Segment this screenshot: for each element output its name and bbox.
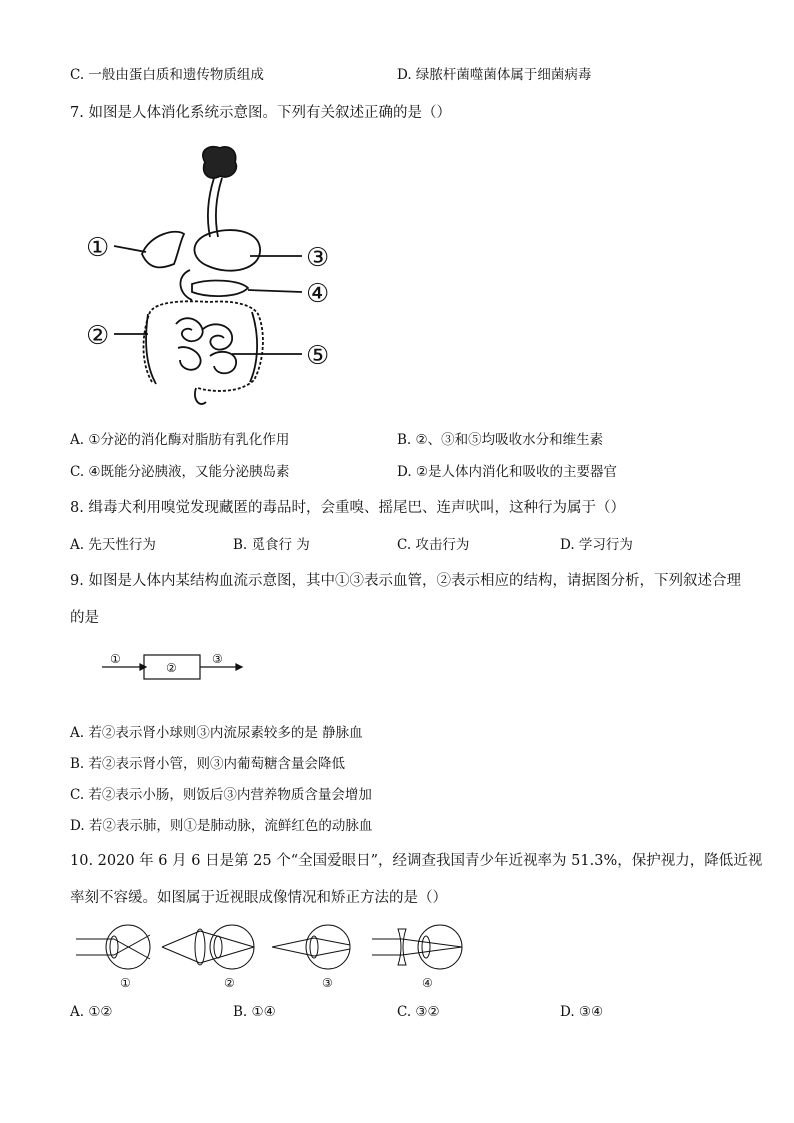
q9-option-b: B. 若②表示肾小管，则③内葡萄糖含量会降低 [70,756,346,772]
diagram-structure: ② [166,661,177,675]
q9-stem-line1: 9. 如图是人体内某结构血流示意图，其中①③表示血管，②表示相应的结构，请据图分析，下列叙述合理 [70,573,741,589]
q8-option-a: A. 先天性行为 [70,537,156,553]
q10-option-d: D. ③④ [560,1004,604,1020]
q7-option-d: D. ②是人体内消化和吸收的主要器官 [397,464,618,480]
q9-option-c: C. 若②表示小肠，则饭后③内营养物质含量会增加 [70,787,372,803]
figure-label-4: ④ [306,279,330,309]
q9-stem-line2: 的是 [70,610,99,626]
eye-diagrams [76,925,476,995]
q8-option-d: D. 学习行为 [560,537,633,553]
q8-stem: 8. 缉毒犬利用嗅觉发现藏匿的毒品时，会重嗅、摇尾巴、连声吠叫，这种行为属于（） [70,500,625,516]
q7-option-b: B. ②、③和⑤均吸收水分和维生素 [397,432,604,448]
figure-label-2: ② [86,321,110,351]
eye-label-4: ④ [422,976,433,990]
q10-option-b: B. ①④ [233,1004,276,1020]
q7-option-c: C. ④既能分泌胰液，又能分泌胰岛素 [70,464,290,480]
q7-stem: 7. 如图是人体消化系统示意图。下列有关叙述正确的是（） [70,105,451,121]
eye-label-1: ① [120,976,131,990]
q7-option-a: A. ①分泌的消化酶对脂肪有乳化作用 [70,432,290,448]
diagram-vessel-out: ③ [212,652,223,666]
q10-option-a: A. ①② [70,1004,113,1020]
figure-label-1: ① [86,233,110,263]
q8-option-b: B. 觅食行 为 [233,537,310,553]
digestive-system-figure [80,142,420,412]
q9-option-d: D. 若②表示肺，则①是肺动脉，流鲜红色的动脉血 [70,818,373,834]
q10-option-c: C. ③② [397,1004,440,1020]
q8-option-c: C. 攻击行为 [397,537,470,553]
eye-label-3: ③ [322,976,333,990]
q10-stem-line2: 率刻不容缓。如图属于近视眼成像情况和矫正方法的是（） [70,890,447,906]
figure-label-3: ③ [306,243,330,273]
q10-stem-line1: 10. 2020 年 6 月 6 日是第 25 个“全国爱眼日”，经调查我国青少年近视率为 51.3%，保护视力，降低近视 [70,853,763,869]
q6-option-c: C. 一般由蛋白质和遗传物质组成 [70,67,264,83]
q6-option-d: D. 绿脓杆菌噬菌体属于细菌病毒 [397,67,592,83]
figure-label-5: ⑤ [306,341,330,371]
eye-label-2: ② [224,976,235,990]
q9-option-a: A. 若②表示肾小球则③内流尿素较多的是 静脉血 [70,725,363,741]
diagram-vessel-in: ① [110,652,121,666]
blood-flow-diagram [100,650,260,690]
